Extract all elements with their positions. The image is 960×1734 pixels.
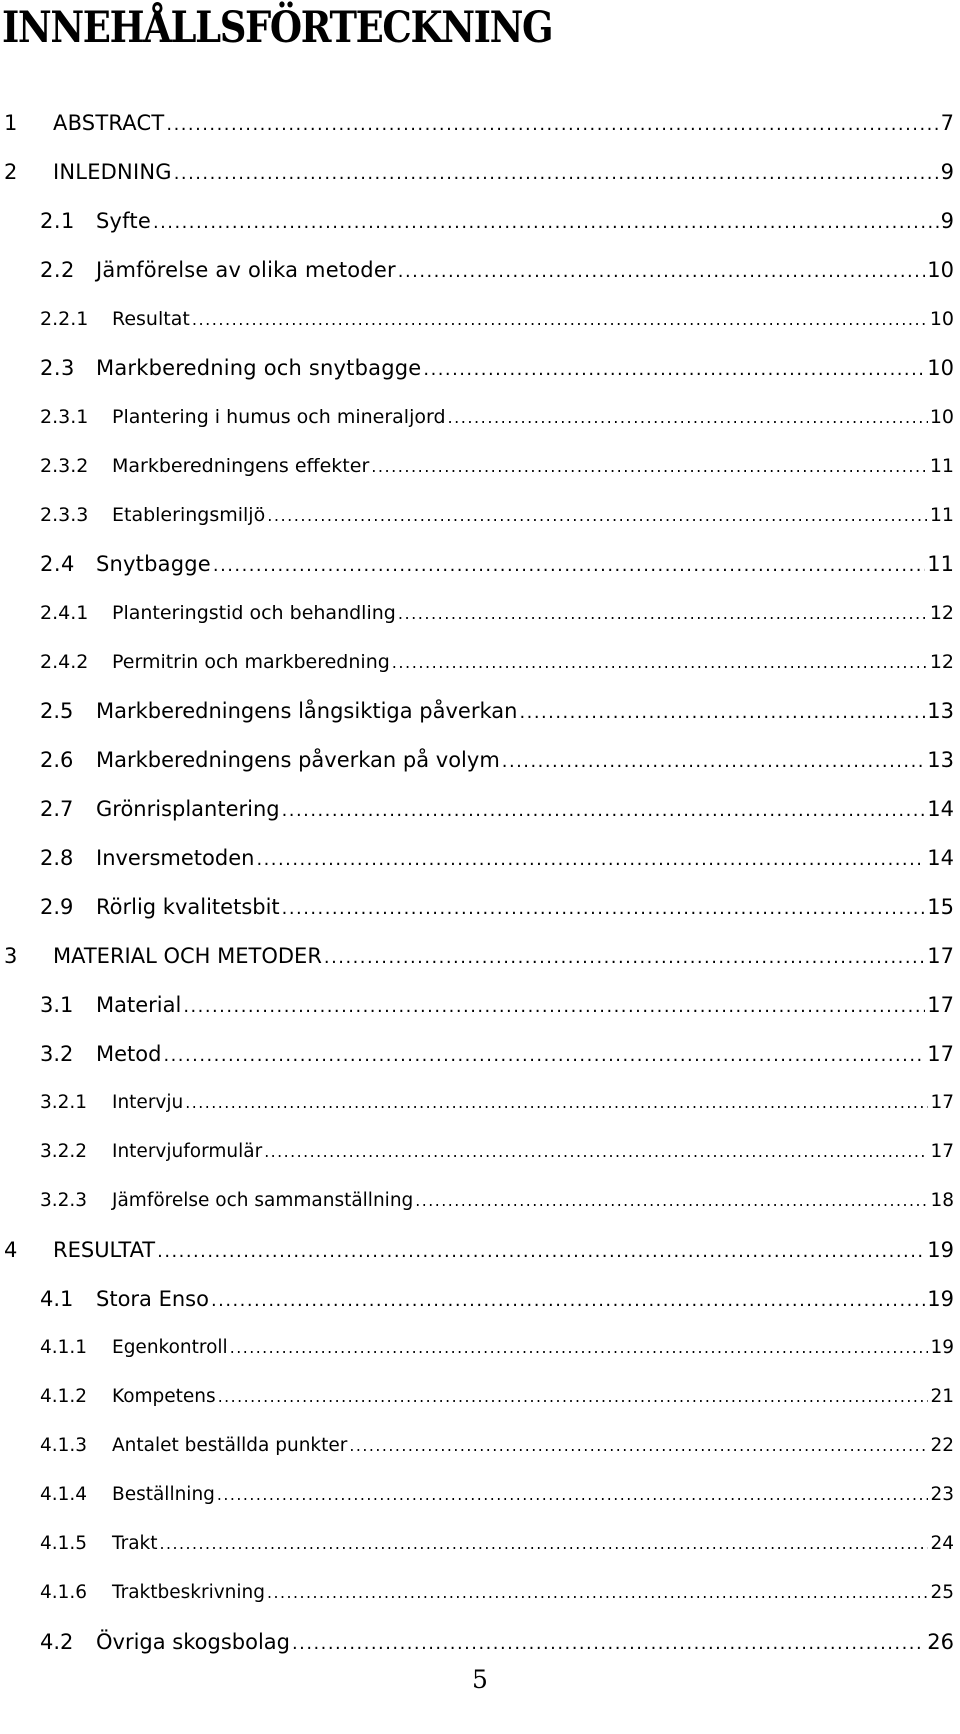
toc-entry-title[interactable]: Etableringsmiljö <box>112 504 266 526</box>
toc-entry-number: 3.2.2 <box>40 1141 88 1162</box>
toc-entry-number: 2.7 <box>40 797 74 821</box>
toc-entry-number: 4.1.4 <box>40 1484 88 1505</box>
toc-entry-page: 17 <box>927 944 954 968</box>
toc-entry[interactable] <box>0 838 960 887</box>
toc-entry-title[interactable]: Plantering i humus och mineraljord <box>112 406 446 428</box>
toc-entry-title[interactable]: Övriga skogsbolag <box>96 1630 290 1654</box>
toc-entry-page: 14 <box>927 797 954 821</box>
toc-entry-title[interactable]: Permitrin och markberedning <box>112 651 390 673</box>
toc-entry-title[interactable]: MATERIAL OCH METODER <box>53 944 322 968</box>
dot-leader <box>157 1232 925 1272</box>
toc-entry-page: 10 <box>929 308 954 330</box>
dot-leader <box>324 938 925 978</box>
toc-entry-page: 19 <box>930 1337 954 1358</box>
toc-entry[interactable] <box>0 348 960 397</box>
dot-leader <box>218 1377 929 1417</box>
dot-leader <box>392 643 928 683</box>
toc-entry-title[interactable]: Snytbagge <box>96 552 211 576</box>
dot-leader <box>282 889 926 929</box>
toc-entry-page: 12 <box>929 651 954 673</box>
toc-entry-page: 21 <box>930 1386 954 1407</box>
toc-entry-number: 2.4.1 <box>40 602 89 624</box>
toc-entry[interactable] <box>0 446 960 495</box>
dot-leader <box>423 350 925 390</box>
toc-entry[interactable] <box>0 1083 960 1132</box>
dot-leader <box>153 203 939 243</box>
toc-entry[interactable] <box>0 936 960 985</box>
toc-entry-page: 19 <box>927 1287 954 1311</box>
toc-entry-number: 2.3.1 <box>40 406 89 428</box>
dot-leader <box>448 398 928 438</box>
toc-entry-title[interactable]: Inversmetoden <box>96 846 255 870</box>
toc-entry-page: 17 <box>930 1141 954 1162</box>
toc-entry-title[interactable]: Jämförelse och sammanställning <box>112 1190 414 1211</box>
toc-entry-number: 4.1.5 <box>40 1533 88 1554</box>
page-number: 5 <box>472 1665 488 1694</box>
toc-entry-page: 14 <box>927 846 954 870</box>
toc-entry-title[interactable]: Egenkontroll <box>112 1337 228 1358</box>
toc-entry-number: 2.5 <box>40 699 74 723</box>
toc-entry-number: 2.2.1 <box>40 308 89 330</box>
toc-entry[interactable] <box>0 299 960 348</box>
toc-entry[interactable] <box>0 642 960 691</box>
toc-entry[interactable] <box>0 1328 960 1377</box>
toc-entry[interactable] <box>0 1475 960 1524</box>
dot-leader <box>256 840 925 880</box>
toc-entry-page: 9 <box>940 160 954 184</box>
toc-entry-page: 7 <box>940 111 954 135</box>
toc-entry-page: 17 <box>927 1042 954 1066</box>
toc-entry-page: 11 <box>929 504 954 526</box>
toc-entry-number: 4.1 <box>40 1287 74 1311</box>
toc-entry-page: 18 <box>930 1190 954 1211</box>
toc-entry-page: 17 <box>930 1092 954 1113</box>
toc-entry-title[interactable]: Trakt <box>112 1533 158 1554</box>
toc-entry-page: 11 <box>929 455 954 477</box>
toc-entry[interactable] <box>0 593 960 642</box>
toc-entry-title[interactable]: Antalet beställda punkter <box>112 1435 348 1456</box>
toc-entry[interactable] <box>0 740 960 789</box>
toc-entry-number: 3.1 <box>40 993 74 1017</box>
toc-entry-title[interactable]: INLEDNING <box>53 160 172 184</box>
toc-entry-title[interactable]: Traktbeskrivning <box>112 1582 265 1603</box>
toc-entry-title[interactable]: Markberedning och snytbagge <box>96 356 422 380</box>
dot-leader <box>349 1426 928 1466</box>
toc-entry-title[interactable]: Resultat <box>112 308 190 330</box>
dot-leader <box>371 447 928 487</box>
toc-entry-page: 17 <box>927 993 954 1017</box>
toc-entry-page: 12 <box>929 602 954 624</box>
dot-leader <box>415 1181 928 1221</box>
toc-entry-page: 24 <box>930 1533 954 1554</box>
toc-entry-number: 3.2.3 <box>40 1190 88 1211</box>
toc-entry-number: 2.3.3 <box>40 504 89 526</box>
toc-entry[interactable] <box>0 1279 960 1328</box>
toc-entry[interactable] <box>0 201 960 250</box>
dot-leader <box>174 154 939 194</box>
dot-leader <box>292 1624 925 1664</box>
toc-entry-number: 2.3.2 <box>40 455 89 477</box>
toc-entry[interactable] <box>0 397 960 446</box>
dot-leader <box>502 742 925 782</box>
toc-entry[interactable] <box>0 250 960 299</box>
dot-leader <box>211 1281 925 1321</box>
toc-entry-number: 4 <box>4 1238 18 1262</box>
toc-entry[interactable] <box>0 1573 960 1622</box>
dot-leader <box>160 1524 929 1564</box>
dot-leader <box>230 1328 929 1368</box>
toc-entry-title[interactable]: ABSTRACT <box>53 111 165 135</box>
dot-leader <box>166 105 938 145</box>
toc-entry[interactable] <box>0 985 960 1034</box>
toc-entry[interactable] <box>0 495 960 544</box>
toc-entry-number: 3.2.1 <box>40 1092 88 1113</box>
dot-leader <box>213 546 925 586</box>
toc-entry[interactable] <box>0 1426 960 1475</box>
toc-entry-page: 23 <box>930 1484 954 1505</box>
toc-entry-number: 4.1.2 <box>40 1386 88 1407</box>
dot-leader <box>267 496 928 536</box>
toc-entry-title[interactable]: Syfte <box>96 209 151 233</box>
toc-entry-page: 9 <box>940 209 954 233</box>
toc-entry-page: 10 <box>927 356 954 380</box>
dot-leader <box>163 1036 925 1076</box>
toc-entry-page: 11 <box>927 552 954 576</box>
toc-entry-page: 25 <box>930 1582 954 1603</box>
dot-leader <box>185 1083 928 1123</box>
toc-entry-title[interactable]: Markberedningens långsiktiga påverkan <box>96 699 518 723</box>
toc-entry-page: 10 <box>927 258 954 282</box>
toc-entry-page: 19 <box>927 1238 954 1262</box>
toc-entry-number: 2.6 <box>40 748 74 772</box>
dot-leader <box>267 1573 928 1613</box>
toc-entry[interactable] <box>0 691 960 740</box>
dot-leader <box>192 300 928 340</box>
dot-leader <box>183 987 925 1027</box>
toc-entry[interactable] <box>0 1377 960 1426</box>
toc-entry-number: 3.2 <box>40 1042 74 1066</box>
toc-entry[interactable] <box>0 544 960 593</box>
toc-entry-title[interactable]: Markberedningens påverkan på volym <box>96 748 500 772</box>
toc-entry-page: 15 <box>927 895 954 919</box>
toc-entry[interactable] <box>0 789 960 838</box>
toc-entry[interactable] <box>0 1524 960 1573</box>
toc-entry[interactable] <box>0 103 960 152</box>
toc-entry-title[interactable]: Jämförelse av olika metoder <box>96 258 396 282</box>
toc-entry-title[interactable]: Stora Enso <box>96 1287 209 1311</box>
toc-entry-number: 4.1.6 <box>40 1582 88 1603</box>
toc-entry-title[interactable]: Planteringstid och behandling <box>112 602 396 624</box>
toc-entry-number: 2.4.2 <box>40 651 89 673</box>
toc-entry[interactable] <box>0 152 960 201</box>
toc-entry[interactable] <box>0 1034 960 1083</box>
toc-entry[interactable] <box>0 1181 960 1230</box>
dot-leader <box>398 252 925 292</box>
toc-entry-number: 2.8 <box>40 846 74 870</box>
toc-entry-number: 2.1 <box>40 209 75 233</box>
toc-entry-number: 4.1.3 <box>40 1435 88 1456</box>
toc-entry-title[interactable]: Material <box>96 993 182 1017</box>
dot-leader <box>398 594 928 634</box>
dot-leader <box>519 693 925 733</box>
toc-entry-title[interactable]: RESULTAT <box>53 1238 156 1262</box>
toc-entry-number: 2.2 <box>40 258 75 282</box>
toc-title: INNEHÅLLSFÖRTECKNING <box>2 3 553 53</box>
dot-leader <box>282 791 926 831</box>
toc-entry[interactable] <box>0 887 960 936</box>
toc-entry-title[interactable]: Rörlig kvalitetsbit <box>96 895 280 919</box>
toc-entry-page: 13 <box>927 699 954 723</box>
toc-entry-number: 1 <box>4 111 18 135</box>
toc-entry-title[interactable]: Metod <box>96 1042 162 1066</box>
toc-entry-title[interactable]: Beställning <box>112 1484 215 1505</box>
toc-entry[interactable] <box>0 1132 960 1181</box>
toc-entry-number: 3 <box>4 944 18 968</box>
toc-entry-number: 2.3 <box>40 356 75 380</box>
table-of-contents <box>0 103 960 1671</box>
toc-entry-title[interactable]: Intervju <box>112 1092 184 1113</box>
toc-entry-number: 2.4 <box>40 552 75 576</box>
dot-leader <box>264 1132 928 1172</box>
toc-entry-title[interactable]: Grönrisplantering <box>96 797 280 821</box>
toc-entry-title[interactable]: Markberedningens effekter <box>112 455 370 477</box>
toc-entry-number: 4.1.1 <box>40 1337 88 1358</box>
toc-entry[interactable] <box>0 1230 960 1279</box>
toc-entry-title[interactable]: Intervjuformulär <box>112 1141 263 1162</box>
toc-entry-title[interactable]: Kompetens <box>112 1386 216 1407</box>
toc-entry-number: 4.2 <box>40 1630 74 1654</box>
dot-leader <box>217 1475 929 1515</box>
toc-entry-page: 26 <box>927 1630 954 1654</box>
toc-entry-page: 22 <box>930 1435 954 1456</box>
toc-entry-number: 2 <box>4 160 18 184</box>
toc-entry-page: 10 <box>929 406 954 428</box>
toc-entry-number: 2.9 <box>40 895 74 919</box>
toc-entry-page: 13 <box>927 748 954 772</box>
